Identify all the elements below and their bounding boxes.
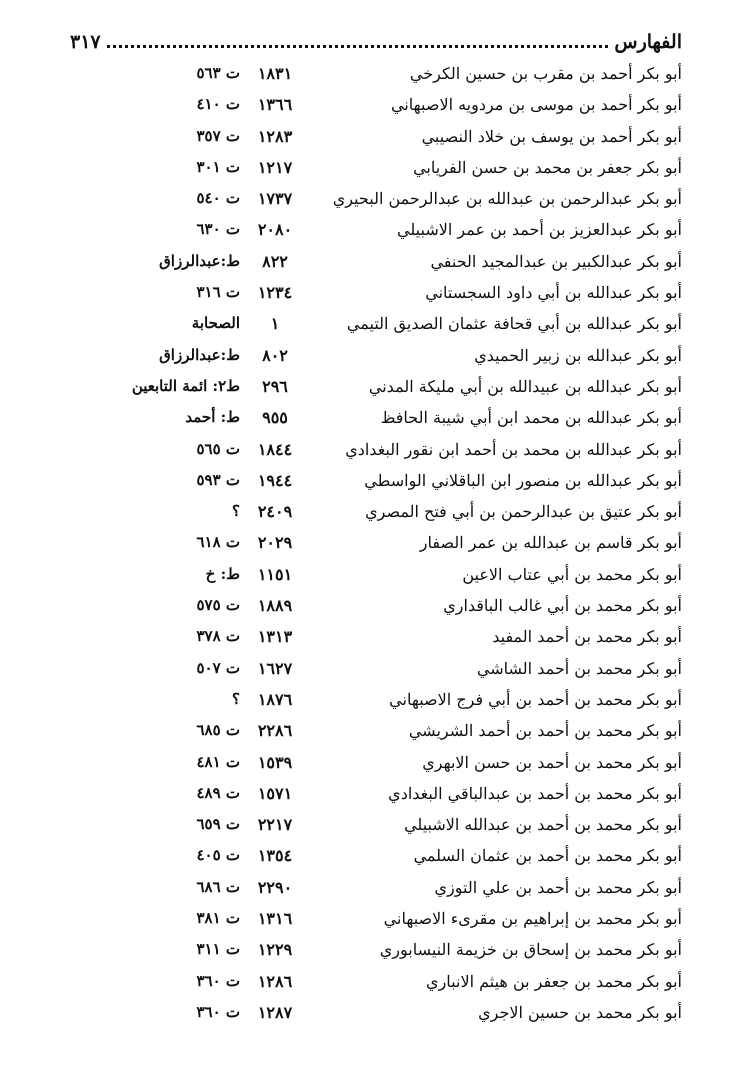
entry-name: أبو بكر محمد بن أحمد بن عبدالباقي البغدادي bbox=[388, 783, 682, 803]
entry-number: ١ bbox=[270, 314, 280, 334]
entry-number: ٨٠٢ bbox=[262, 345, 288, 365]
entry-name: أبو بكر محمد بن جعفر بن هيثم الانباري bbox=[426, 971, 682, 991]
index-entry bbox=[0, 655, 742, 686]
entry-number: ٢٢١٧ bbox=[257, 815, 293, 835]
entry-note: ت ٤٨٩ bbox=[196, 783, 240, 802]
index-entry bbox=[0, 811, 742, 842]
entry-name: أبو بكر عبدالله بن محمد بن أحمد ابن نقور البغدادي bbox=[345, 439, 682, 459]
index-entry bbox=[0, 60, 742, 91]
page-number: ٣١٧ bbox=[70, 31, 101, 53]
entry-note: ط: خ bbox=[205, 564, 240, 583]
entry-note: ط: أحمد bbox=[185, 408, 240, 427]
entry-note: ت ٦٨٦ bbox=[196, 877, 240, 896]
entry-name: أبو بكر أحمد بن يوسف بن خلاد النصيبي bbox=[421, 126, 682, 146]
entry-name: أبو بكر محمد بن أحمد بن أحمد الشريشي bbox=[408, 721, 682, 741]
index-entry bbox=[0, 185, 742, 216]
index-entry bbox=[0, 905, 742, 936]
entry-number: ١٢٨٧ bbox=[257, 1002, 293, 1022]
index-entry bbox=[0, 498, 742, 529]
entry-number: ١٣٥٤ bbox=[257, 846, 293, 866]
entry-note: ت ٥٧٥ bbox=[196, 596, 240, 615]
index-entry bbox=[0, 154, 742, 185]
entry-name: أبو بكر عبدالله بن أبي داود السجستاني bbox=[425, 283, 682, 303]
entry-number: ١٦٢٧ bbox=[257, 658, 293, 678]
entry-number: ١٨٨٩ bbox=[257, 596, 293, 616]
index-entry bbox=[0, 999, 742, 1030]
entry-name: أبو بكر أحمد بن مقرب بن حسين الكرخي bbox=[409, 64, 682, 83]
index-entry bbox=[0, 529, 742, 560]
entry-number: ١٨٧٦ bbox=[257, 689, 293, 709]
entry-note: ت ٣٧٨ bbox=[196, 627, 240, 646]
entry-number: ٢٤٠٩ bbox=[257, 502, 293, 522]
entry-note: ؟ bbox=[232, 689, 240, 708]
index-entry bbox=[0, 123, 742, 154]
entry-name: أبو بكر محمد بن أبي عتاب الاعين bbox=[462, 564, 682, 584]
index-entry bbox=[0, 216, 742, 247]
entry-name: أبو بكر محمد بن أبي غالب الباقداري bbox=[443, 596, 682, 616]
index-entry bbox=[0, 968, 742, 999]
entry-name: أبو بكر عبدالله بن أبي قحافة عثمان الصديق التيمي bbox=[346, 314, 682, 334]
entry-number: ٩٥٥ bbox=[262, 408, 288, 428]
entry-note: ت ٥٠٧ bbox=[196, 658, 240, 677]
entry-name: أبو بكر عبدالعزيز بن أحمد بن عمر الاشبيلي bbox=[397, 220, 682, 240]
index-list bbox=[0, 60, 742, 1030]
entry-note: ط٢: ائمة التابعين bbox=[131, 376, 240, 395]
entry-name: أبو بكر عبدالله بن محمد ابن أبي شيبة الحافظ bbox=[380, 408, 682, 428]
entry-number: ٨٢٢ bbox=[262, 251, 288, 271]
entry-note: ت ٣٨١ bbox=[196, 909, 240, 928]
entry-name: أبو بكر محمد بن أحمد بن عبدالله الاشبيلي bbox=[404, 815, 682, 835]
index-entry bbox=[0, 592, 742, 623]
entry-number: ١٩٤٤ bbox=[257, 470, 293, 490]
entry-note: ت ٦١٨ bbox=[196, 533, 240, 552]
entry-number: ٢٩٦ bbox=[262, 376, 288, 396]
entry-number: ١٢٨٦ bbox=[257, 971, 293, 991]
entry-note: ت ٥٤٠ bbox=[196, 189, 240, 208]
index-entry bbox=[0, 686, 742, 717]
entry-note: ت ٣١١ bbox=[196, 940, 240, 959]
entry-note: ت ٣٠١ bbox=[196, 157, 240, 176]
index-entry bbox=[0, 623, 742, 654]
entry-number: ١٢١٧ bbox=[257, 157, 293, 177]
entry-note: ت ٦٨٥ bbox=[196, 721, 240, 740]
index-entry bbox=[0, 717, 742, 748]
entry-number: ١٢٣٤ bbox=[257, 283, 293, 303]
index-entry bbox=[0, 279, 742, 310]
entry-name: أبو بكر عبدالرحمن بن عبدالله بن عبدالرحمن البحيري bbox=[332, 189, 682, 209]
leader-dots bbox=[107, 37, 609, 48]
entry-name: أبو بكر محمد بن أحمد بن عثمان السلمي bbox=[413, 846, 682, 866]
entry-name: أبو بكر عتيق بن عبدالرحمن بن أبي فتح المصري bbox=[365, 502, 682, 522]
index-entry bbox=[0, 373, 742, 404]
entry-name: أبو بكر عبدالله بن عبيدالله بن أبي مليكة المدني bbox=[368, 376, 682, 396]
entry-note: ت ٥٦٣ bbox=[196, 64, 240, 82]
section-title: الفهارس bbox=[614, 31, 682, 53]
entry-note: ت ٣١٦ bbox=[196, 283, 240, 302]
entry-note: ؟ bbox=[232, 502, 240, 521]
entry-number: ٢٠٢٩ bbox=[257, 533, 293, 553]
entry-number: ١٣٦٦ bbox=[257, 95, 293, 115]
entry-name: أبو بكر محمد بن حسين الاجري bbox=[478, 1002, 682, 1022]
entry-number: ١٥٧١ bbox=[257, 783, 293, 803]
entry-name: أبو بكر عبدالله بن زبير الحميدي bbox=[474, 345, 682, 365]
page-header bbox=[70, 28, 682, 56]
entry-note: ت ٤٨١ bbox=[196, 752, 240, 771]
entry-name: أبو بكر محمد بن أحمد بن أبي فرج الاصبهاني bbox=[389, 689, 682, 709]
entry-note: ت ٣٦٠ bbox=[196, 1002, 240, 1021]
entry-name: أبو بكر قاسم بن عبدالله بن عمر الصفار bbox=[419, 533, 682, 553]
index-entry bbox=[0, 467, 742, 498]
entry-name: أبو بكر جعفر بن محمد بن حسن الفريابي bbox=[413, 157, 682, 177]
index-entry bbox=[0, 436, 742, 467]
entry-number: ٢٠٨٠ bbox=[257, 220, 293, 240]
index-entry bbox=[0, 248, 742, 279]
entry-number: ١٨٣١ bbox=[257, 64, 293, 83]
entry-number: ١٢٨٣ bbox=[257, 126, 293, 146]
index-entry bbox=[0, 91, 742, 122]
entry-number: ٢٢٩٠ bbox=[257, 877, 293, 897]
entry-note: ت ٣٦٠ bbox=[196, 971, 240, 990]
entry-note: ط:عبدالرزاق bbox=[159, 345, 240, 364]
index-entry bbox=[0, 842, 742, 873]
entry-name: أبو بكر محمد بن أحمد المفيد bbox=[492, 627, 682, 647]
entry-note: ت ٣٥٧ bbox=[196, 126, 240, 145]
entry-name: أبو بكر محمد بن إسحاق بن خزيمة النيسابوري bbox=[379, 940, 682, 960]
entry-number: ١٢٢٩ bbox=[257, 940, 293, 960]
index-entry bbox=[0, 404, 742, 435]
index-entry bbox=[0, 561, 742, 592]
index-entry bbox=[0, 342, 742, 373]
entry-number: ١١٥١ bbox=[257, 564, 293, 584]
entry-note: ت ٦٣٠ bbox=[196, 220, 240, 239]
entry-name: أبو بكر محمد بن إبراهيم بن مقرىء الاصبهاني bbox=[383, 909, 682, 929]
index-entry bbox=[0, 936, 742, 967]
entry-name: أبو بكر محمد بن أحمد بن علي التوزي bbox=[434, 877, 682, 897]
entry-note: ت ٤٠٥ bbox=[196, 846, 240, 865]
entry-note: ت ٤١٠ bbox=[196, 95, 240, 114]
index-entry bbox=[0, 310, 742, 341]
entry-name: أبو بكر عبدالله بن منصور ابن الباقلاني الواسطي bbox=[364, 470, 682, 490]
entry-name: أبو بكر محمد بن أحمد بن حسن الابهري bbox=[422, 752, 682, 772]
entry-number: ١٣١٣ bbox=[257, 627, 293, 647]
entry-name: أبو بكر محمد بن أحمد الشاشي bbox=[476, 658, 682, 678]
index-entry bbox=[0, 749, 742, 780]
entry-number: ١٨٤٤ bbox=[257, 439, 293, 459]
entry-note: ت ٥٦٥ bbox=[196, 439, 240, 458]
index-entry bbox=[0, 874, 742, 905]
index-entry bbox=[0, 780, 742, 811]
entry-note: ط:عبدالرزاق bbox=[159, 251, 240, 270]
entry-number: ١٣١٦ bbox=[257, 909, 293, 929]
entry-note: ت ٦٥٩ bbox=[196, 815, 240, 834]
entry-number: ١٧٣٧ bbox=[257, 189, 293, 209]
entry-note: ت ٥٩٣ bbox=[196, 470, 240, 489]
entry-note: الصحابة bbox=[191, 314, 240, 333]
entry-number: ١٥٣٩ bbox=[257, 752, 293, 772]
entry-number: ٢٢٨٦ bbox=[257, 721, 293, 741]
entry-name: أبو بكر عبدالكبير بن عبدالمجيد الحنفي bbox=[430, 251, 682, 271]
entry-name: أبو بكر أحمد بن موسى بن مردويه الاصبهاني bbox=[390, 95, 682, 115]
